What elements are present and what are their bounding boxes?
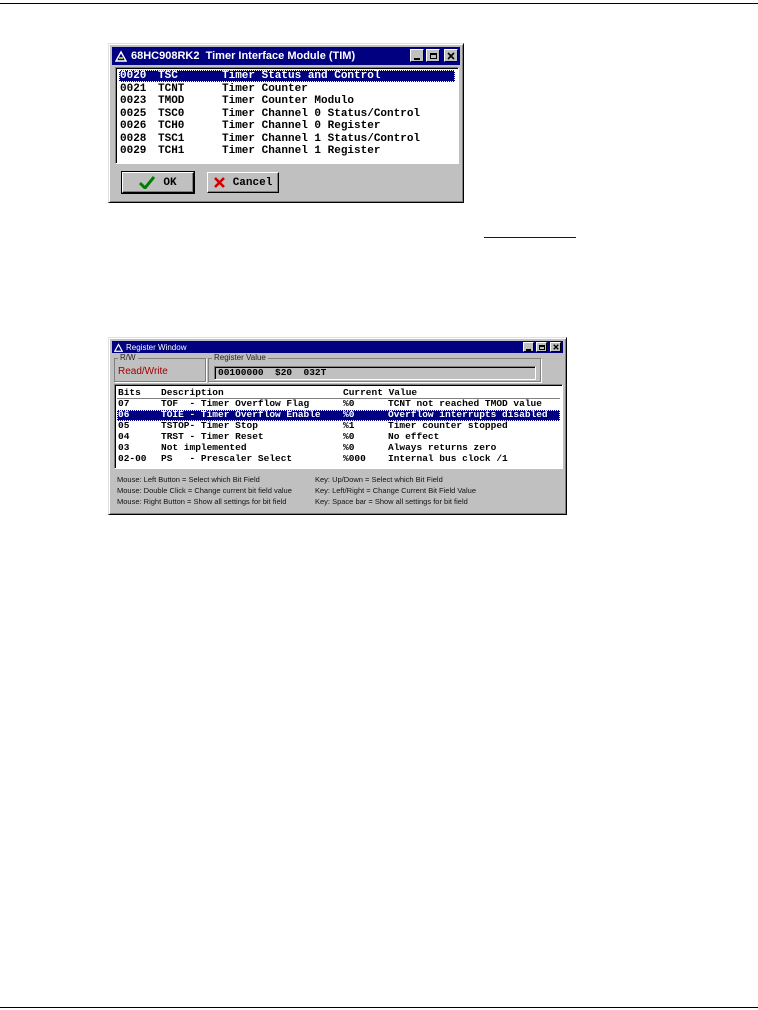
register-address: 0028 — [120, 132, 147, 145]
header-description: Description — [161, 387, 224, 398]
app-icon — [115, 50, 127, 62]
bitfield-value: %0 — [343, 409, 355, 420]
header-bits: Bits — [118, 387, 141, 398]
bitfield-meaning: Internal bus clock /1 — [388, 453, 508, 464]
register-list-item[interactable] — [119, 83, 455, 95]
close-button[interactable] — [444, 49, 458, 62]
header-current-value: Current Value — [343, 387, 418, 398]
key-hint: Key: Space bar = Show all settings for bit field — [315, 497, 468, 506]
maximize-icon — [430, 53, 437, 59]
register-value-label: Register Value — [214, 353, 266, 362]
cancel-button[interactable] — [207, 172, 279, 193]
mouse-hint: Mouse: Double Click = Change current bit field value — [117, 486, 292, 495]
register-description: Timer Channel 1 Register — [222, 145, 381, 157]
minimize-button[interactable] — [410, 49, 424, 62]
register-address: 0026 — [120, 120, 147, 132]
bitfield-bits: 03 — [118, 442, 130, 453]
maximize-button[interactable] — [536, 342, 547, 352]
rw-label: R/W — [120, 353, 136, 362]
register-list-item[interactable] — [119, 95, 455, 107]
mouse-hint: Mouse: Left Button = Select which Bit Field — [117, 475, 260, 484]
register-name: TMOD — [158, 95, 185, 107]
minimize-icon — [414, 58, 420, 60]
register-description: Timer Status and Control — [222, 70, 381, 82]
register-list-item[interactable] — [119, 120, 455, 132]
rw-group — [114, 353, 206, 382]
cancel-label: Cancel — [232, 176, 273, 189]
close-button[interactable] — [550, 342, 561, 352]
bitfield-description: TRST - Timer Reset — [161, 431, 264, 442]
bitfield-description: Not implemented — [161, 442, 247, 453]
app-icon — [114, 343, 123, 352]
bitfield-bits: 07 — [118, 398, 130, 409]
register-description: Timer Counter — [222, 82, 308, 95]
bitfield-value: %000 — [343, 453, 366, 464]
bitfield-row[interactable] — [117, 399, 560, 410]
register-description: Timer Channel 0 Status/Control — [222, 107, 421, 120]
register-description: Timer Counter Modulo — [222, 95, 355, 107]
bitfield-value: %0 — [343, 442, 355, 453]
bitfield-description: TOF - Timer Overflow Flag — [161, 398, 310, 409]
close-icon — [447, 52, 455, 60]
bitfield-bits: 02-00 — [118, 453, 147, 464]
bitfield-value: %0 — [343, 431, 355, 442]
bitfield-row[interactable] — [117, 443, 560, 454]
bitfield-list[interactable] — [114, 384, 563, 469]
bitfield-row[interactable] — [117, 432, 560, 443]
minimize-button[interactable] — [523, 342, 534, 352]
bitfield-bits: 04 — [118, 431, 130, 442]
register-list-item[interactable] — [119, 133, 455, 145]
bitfield-value: %0 — [343, 398, 355, 409]
checkmark-icon — [139, 176, 155, 189]
register-description: Timer Channel 0 Register — [222, 120, 381, 132]
bitfield-row[interactable] — [117, 421, 560, 432]
bitfield-meaning: Always returns zero — [388, 442, 497, 453]
bitfield-value: %1 — [343, 420, 355, 431]
register-address: 0025 — [120, 107, 147, 120]
ok-button[interactable] — [122, 172, 194, 193]
register-name: TCH1 — [158, 145, 185, 157]
maximize-icon — [539, 345, 545, 350]
tim-dialog-title: 68HC908RK2 Timer Interface Module (TIM) — [131, 50, 356, 62]
register-address: 0020 — [120, 70, 147, 82]
bitfield-bits: 06 — [118, 409, 130, 420]
register-window-title: Register Window — [126, 342, 187, 352]
minimize-icon — [526, 349, 531, 351]
register-name: TSC — [158, 70, 178, 82]
register-name: TSC1 — [158, 132, 185, 145]
register-description: Timer Channel 1 Status/Control — [222, 132, 421, 145]
register-list-item[interactable] — [119, 108, 455, 120]
ok-label: OK — [163, 176, 177, 189]
register-name: TSC0 — [158, 107, 185, 120]
bitfield-row[interactable] — [117, 410, 560, 421]
register-window-titlebar[interactable] — [112, 341, 563, 353]
bottom-rule — [0, 1007, 758, 1008]
bitfield-meaning: Overflow interrupts disabled — [388, 409, 548, 420]
key-hint: Key: Left/Right = Change Current Bit Field Value — [315, 486, 476, 495]
register-window — [108, 337, 567, 515]
register-address: 0023 — [120, 95, 147, 107]
register-address: 0021 — [120, 82, 147, 95]
bitfield-description: PS - Prescaler Select — [161, 453, 293, 464]
bitfield-meaning: Timer counter stopped — [388, 420, 508, 431]
mouse-hint: Mouse: Right Button = Show all settings for bit field — [117, 497, 287, 506]
bitfield-row[interactable] — [117, 454, 560, 465]
rw-value: Read/Write — [118, 366, 168, 377]
register-list-item[interactable] — [119, 70, 455, 82]
bitfield-meaning: TCNT not reached TMOD value — [388, 398, 542, 409]
bitfield-description: TSTOP- Timer Stop — [161, 420, 258, 431]
tim-dialog — [108, 43, 464, 203]
register-list-item[interactable] — [119, 145, 455, 157]
register-address: 0029 — [120, 145, 147, 157]
bitfield-meaning: No effect — [388, 431, 440, 442]
cancel-x-icon — [214, 177, 225, 188]
register-list[interactable] — [115, 67, 459, 164]
register-value-text: 00100000 $20 032T — [218, 367, 327, 378]
register-value-field[interactable] — [214, 366, 536, 380]
bitfield-description: TOIE - Timer Overflow Enable — [161, 409, 321, 420]
register-value-group — [208, 353, 541, 382]
top-rule — [0, 3, 758, 4]
hyperlink-underline[interactable] — [484, 237, 576, 238]
close-icon — [553, 344, 559, 350]
register-name: TCNT — [158, 82, 185, 95]
bitfield-bits: 05 — [118, 420, 130, 431]
register-name: TCH0 — [158, 120, 185, 132]
key-hint: Key: Up/Down = Select which Bit Field — [315, 475, 443, 484]
maximize-button[interactable] — [426, 49, 440, 62]
tim-dialog-titlebar[interactable] — [112, 47, 460, 65]
